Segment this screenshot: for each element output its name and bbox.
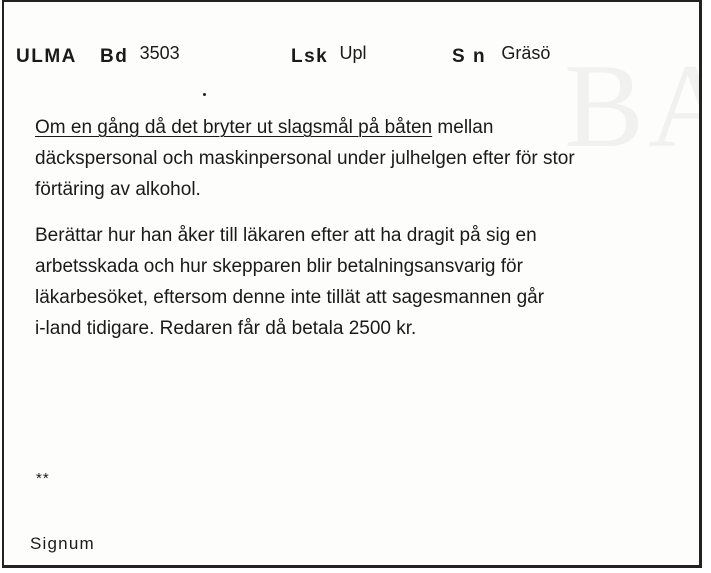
ulma-label: ULMA	[16, 46, 77, 67]
header-bd	[100, 43, 180, 68]
lsk-value: Upl	[339, 43, 367, 63]
paragraph-2: Berättar hur han åker till läkaren efter att ha dragit på sig en arbetsskada och hur skepparen blir betalningsansvarig för läkarbesöket, eftersom denne inte tillät att sagesmannen går i-land tidigare. Redaren får då betala 2500 kr.	[35, 225, 545, 339]
paragraph-1	[35, 112, 700, 205]
paragraph-1-underlined: Om en gång då det bryter ut slagsmål på båten	[35, 117, 433, 138]
paragraph-1-rest: mellan däckspersonal och maskinpersonal under julhelgen efter för stor förtäring av alkohol.	[35, 117, 575, 200]
signum-label: Signum	[30, 534, 95, 553]
sn-label: S n	[452, 46, 487, 67]
index-card	[2, 0, 702, 568]
stray-dot	[203, 93, 206, 96]
header-lsk	[291, 43, 367, 68]
bd-value: 3503	[139, 43, 180, 63]
asterisk-marks: **	[36, 470, 50, 487]
header-ulma	[16, 46, 77, 68]
lsk-label: Lsk	[291, 46, 329, 67]
sn-value: Gräsö	[501, 43, 551, 63]
header-sn	[452, 43, 551, 68]
bd-label: Bd	[100, 46, 129, 67]
